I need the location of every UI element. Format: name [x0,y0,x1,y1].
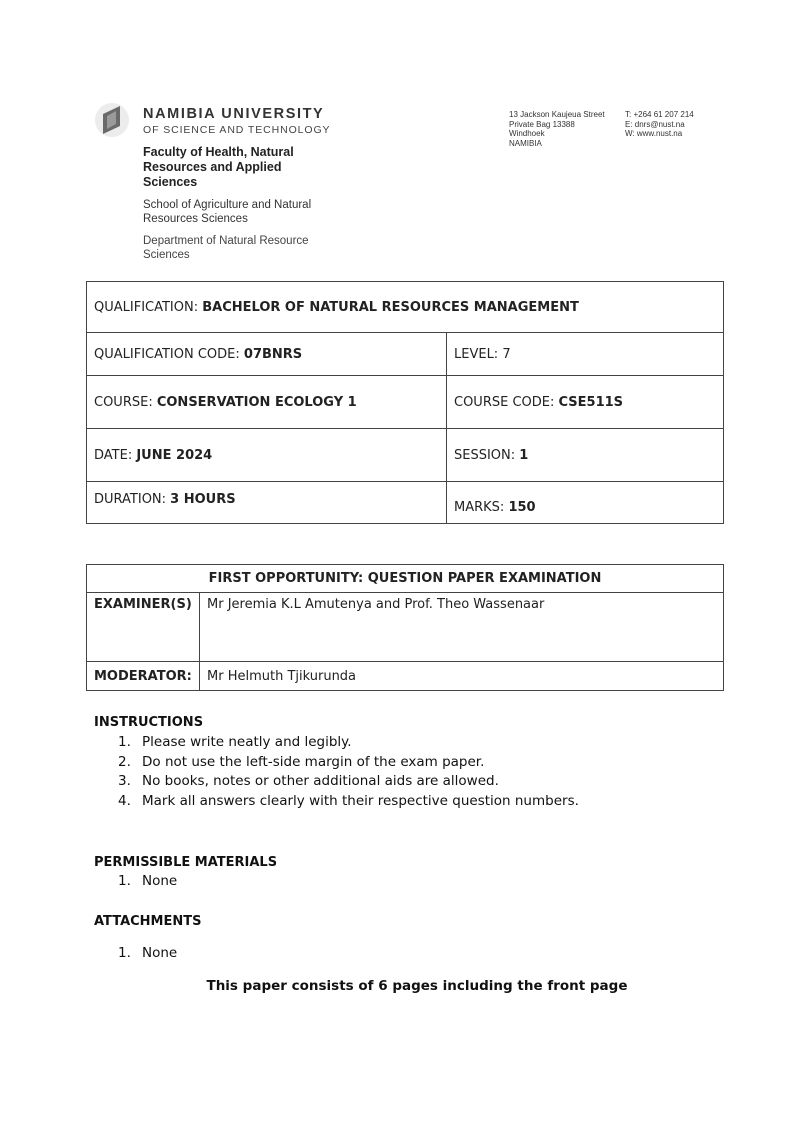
level-value: 7 [502,346,511,362]
list-item [118,792,579,812]
qualification-label: QUALIFICATION: [94,299,203,315]
course-cell [87,376,447,429]
examiners-value: Mr Jeremia K.L Amutenya and Prof. Theo Wassenaar [200,593,724,662]
page-count-note: This paper consists of 6 pages including the front page [206,978,628,994]
date-cell [87,429,447,482]
instructions-title: INSTRUCTIONS [94,715,204,730]
list-number: 1. [118,945,131,961]
list-item [118,772,579,792]
examiner-title-row [87,565,724,593]
marks-label: MARKS: [454,500,509,515]
exam-opportunity-title: FIRST OPPORTUNITY: QUESTION PAPER EXAMINATION [87,565,724,593]
examiners-row [87,593,724,662]
faculty-name: Faculty of Health, Natural Resources and Applied Sciences [143,145,294,189]
course-label: COURSE: [94,394,157,410]
course-row [87,376,724,429]
date-label: DATE: [94,447,137,463]
course-code-label: COURSE CODE: [454,394,559,410]
qualification-row [87,282,724,333]
postal-address [509,110,605,148]
address-line: Private Bag 13388 [509,119,575,129]
university-logo [94,100,130,140]
list-number: 1. [118,873,131,889]
department-name: Department of Natural Resource Sciences [143,235,309,261]
address-line: Windhoek [509,129,545,139]
level-cell [447,333,724,376]
date-value: JUNE 2024 [136,447,213,463]
contact-web: W: www.nust.na [625,129,683,139]
course-code-value: CSE511S [558,394,624,410]
list-number: 2. [118,753,131,770]
material-text: None [142,873,178,889]
duration-cell [87,482,447,524]
date-row [87,429,724,482]
contact-details [625,110,694,139]
qualification-code-row [87,333,724,376]
attachments-list [118,944,177,964]
qualification-code-label: QUALIFICATION CODE: [94,346,244,362]
qualification-table [86,281,724,524]
duration-label: DURATION: [94,492,171,507]
qualification-code-cell [87,333,447,376]
list-number: 3. [118,773,131,789]
university-subtitle: OF SCIENCE AND TECHNOLOGY [143,124,331,136]
contact-email: E: dnrs@nust.na [625,119,685,129]
list-number: 4. [118,792,131,809]
attachment-text: None [142,945,178,961]
list-item [118,733,579,753]
instruction-text: Mark all answers clearly with their respective question numbers. [142,792,579,809]
moderator-row [87,662,724,691]
attachments-title: ATTACHMENTS [94,914,202,929]
marks-cell [447,482,724,524]
session-value: 1 [519,447,529,463]
course-value: CONSERVATION ECOLOGY 1 [156,394,357,410]
list-number: 1. [118,734,131,750]
address-line: NAMIBIA [509,138,542,148]
duration-row [87,482,724,524]
address-line: 13 Jackson Kaujeua Street [509,110,605,119]
list-item [118,753,579,773]
permissible-materials-title: PERMISSIBLE MATERIALS [94,855,278,870]
qualification-cell [87,282,724,333]
list-item [118,944,177,964]
duration-value: 3 HOURS [170,492,236,507]
moderator-label: MODERATOR: [87,662,200,691]
permissible-materials-list [118,872,177,892]
instructions-list [118,733,579,811]
examiners-label: EXAMINER(S) [87,593,200,662]
examiner-table [86,564,724,691]
qualification-value: BACHELOR OF NATURAL RESOURCES MANAGEMENT [202,299,579,315]
qualification-code-value: 07BNRS [243,346,303,362]
instruction-text: Do not use the left-side margin of the exam paper. [142,753,485,770]
level-label: LEVEL: [454,346,503,362]
moderator-value: Mr Helmuth Tjikurunda [200,662,724,691]
school-name: School of Agriculture and Natural Resources Sciences [143,199,312,225]
course-code-cell [447,376,724,429]
instruction-text: No books, notes or other additional aids are allowed. [142,773,499,789]
university-name: NAMIBIA UNIVERSITY [143,106,325,122]
marks-value: 150 [508,500,536,515]
session-label: SESSION: [454,447,520,463]
list-item [118,872,177,892]
instruction-text: Please write neatly and legibly. [142,734,352,750]
session-cell [447,429,724,482]
contact-phone: T: +264 61 207 214 [625,110,694,119]
